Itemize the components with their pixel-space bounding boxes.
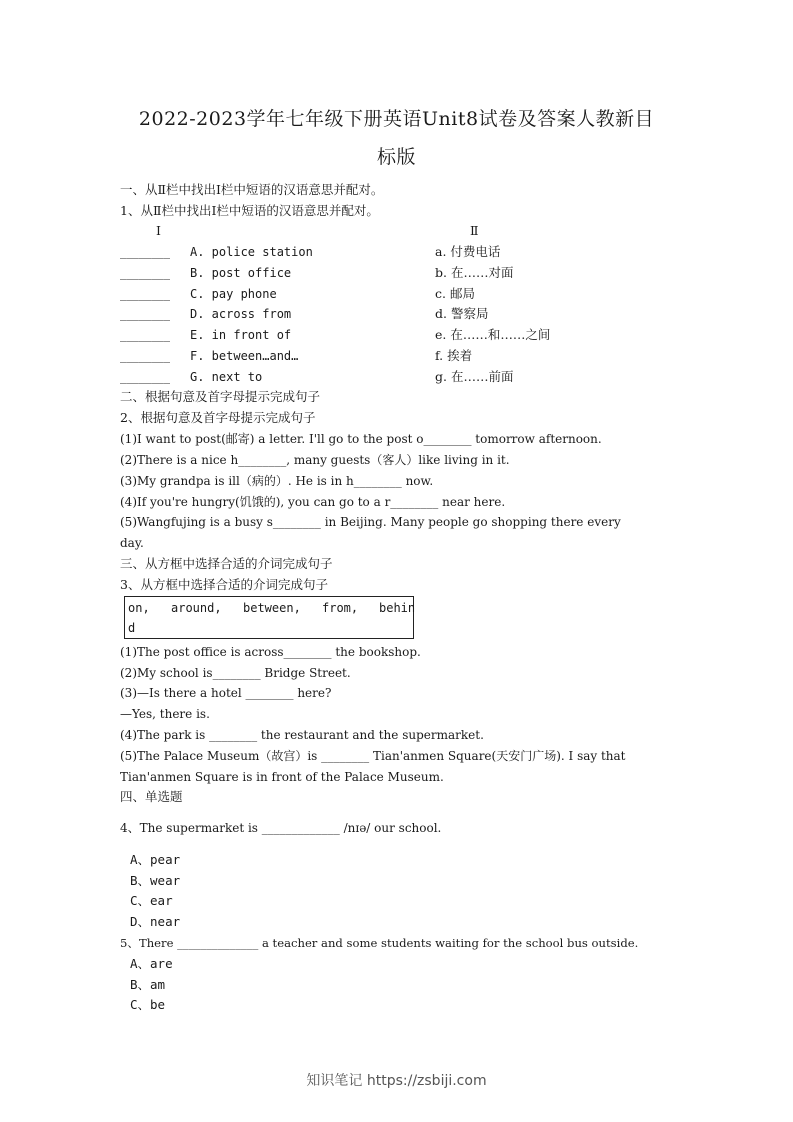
- meaning-cn: b. 在……对面: [435, 265, 514, 280]
- section2-heading: 二、根据句意及首字母提示完成句子: [120, 389, 321, 404]
- question-4-stem: 4、The supermarket is _____________ /nɪə/ our school.: [120, 821, 442, 835]
- sentence-item: (2)My school is________ Bridge Street.: [120, 666, 351, 680]
- meaning-cn: e. 在……和……之间: [435, 327, 551, 342]
- column-2-header: Ⅱ: [470, 223, 479, 238]
- box-word: on,: [128, 601, 150, 615]
- sentence-item: (4)The park is ________ the restaurant and the supermarket.: [120, 728, 484, 742]
- answer-blank: ________: [120, 265, 170, 280]
- phrase-en: G. next to: [190, 370, 263, 384]
- answer-blank: ________: [120, 348, 170, 363]
- match-row: [120, 304, 720, 324]
- match-row: [120, 325, 720, 345]
- section3-heading: 三、从方框中选择合适的介词完成句子: [120, 556, 333, 571]
- option-b: B、wear: [130, 873, 181, 888]
- section1-question: 1、从Ⅱ栏中找出Ⅰ栏中短语的汉语意思并配对。: [120, 203, 379, 218]
- answer-blank: ________: [120, 286, 170, 301]
- meaning-cn: g. 在……前面: [435, 369, 514, 384]
- meaning-cn: d. 警察局: [435, 306, 489, 321]
- box-word: behin: [379, 601, 416, 615]
- box-word: from,: [322, 601, 359, 615]
- match-row: [120, 367, 720, 387]
- sentence-item: Tian'anmen Square is in front of the Palace Museum.: [120, 770, 444, 784]
- answer-blank: ________: [120, 306, 170, 321]
- sentence-item: day.: [120, 536, 144, 550]
- option-d: D、near: [130, 914, 181, 929]
- column-1-header: Ⅰ: [156, 223, 161, 238]
- sentence-item: (5)Wangfujing is a busy s________ in Beijing. Many people go shopping there every: [120, 515, 621, 529]
- match-row: [120, 346, 720, 366]
- option-c: C、be: [130, 997, 166, 1012]
- option-b: B、am: [130, 977, 166, 992]
- meaning-cn: a. 付费电话: [435, 244, 501, 259]
- answer-blank: ________: [120, 244, 170, 259]
- meaning-cn: c. 邮局: [435, 286, 475, 301]
- sentence-item: (3)My grandpa is ill（病的）. He is in h________ now.: [120, 474, 434, 488]
- phrase-en: D. across from: [190, 307, 292, 321]
- match-row: [120, 242, 720, 262]
- phrase-en: A. police station: [190, 245, 313, 259]
- box-word: between,: [243, 601, 301, 615]
- option-c: C、ear: [130, 893, 173, 908]
- sentence-item: (3)—Is there a hotel ________ here?: [120, 686, 332, 700]
- phrase-en: B. post office: [190, 266, 292, 280]
- box-word: around,: [171, 601, 222, 615]
- sentence-item: (5)The Palace Museum（故宫）is ________ Tian'anmen Square(天安门广场). I say that: [120, 749, 626, 763]
- match-row: [120, 263, 720, 283]
- sentence-item: (4)If you're hungry(饥饿的), you can go to a r________ near here.: [120, 495, 506, 509]
- meaning-cn: f. 挨着: [435, 348, 473, 363]
- sentence-item: (1)I want to post(邮寄) a letter. I'll go to the post o________ tomorrow afternoon.: [120, 432, 602, 446]
- section4-heading: 四、单选题: [120, 789, 183, 804]
- answer-blank: ________: [120, 369, 170, 384]
- sentence-item: —Yes, there is.: [120, 707, 210, 721]
- match-row: [120, 284, 720, 304]
- phrase-en: C. pay phone: [190, 287, 277, 301]
- section1-heading: 一、从Ⅱ栏中找出Ⅰ栏中短语的汉语意思并配对。: [120, 182, 384, 197]
- footer-watermark: 知识笔记 https://zsbiji.com: [306, 1073, 487, 1089]
- box-word-tail: d: [128, 621, 136, 635]
- phrase-en: E. in front of: [190, 328, 292, 342]
- document-title: [90, 100, 703, 176]
- sentence-item: (1)The post office is across________ the bookshop.: [120, 645, 421, 659]
- section3-question: 3、从方框中选择合适的介词完成句子: [120, 577, 328, 592]
- sentence-item: (2)There is a nice h________, many guests（客人）like living in it.: [120, 453, 510, 467]
- question-5-stem: 5、There ______________ a teacher and some students waiting for the school bus outside.: [120, 936, 639, 950]
- option-a: A、are: [130, 956, 173, 971]
- phrase-en: F. between…and…: [190, 349, 299, 363]
- title-line-2: 标版: [376, 146, 416, 168]
- option-a: A、pear: [130, 852, 181, 867]
- title-line-1: 2022-2023学年七年级下册英语Unit8试卷及答案人教新目: [138, 108, 655, 130]
- answer-blank: ________: [120, 327, 170, 342]
- section2-question: 2、根据句意及首字母提示完成句子: [120, 410, 316, 425]
- word-box: [124, 596, 414, 639]
